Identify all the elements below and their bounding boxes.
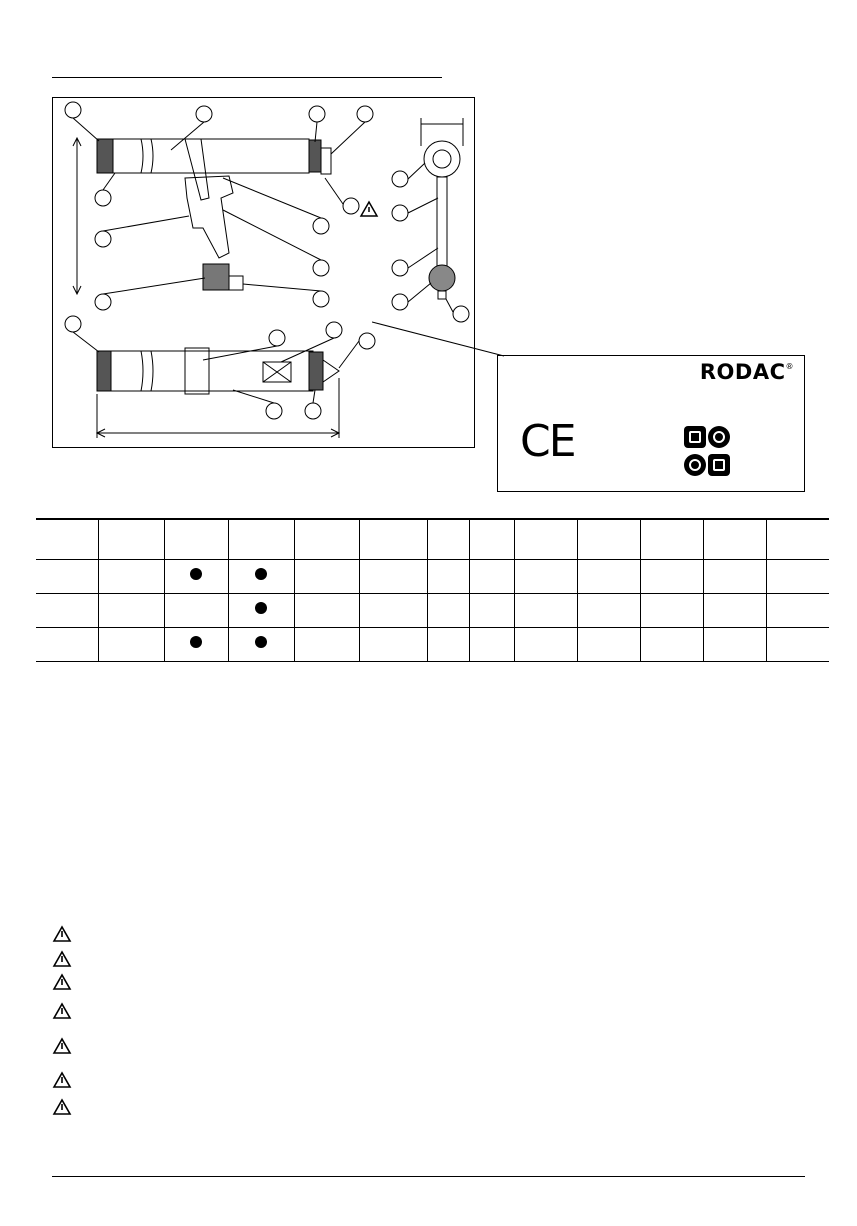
label-leader-line	[372, 320, 512, 360]
footer-rule	[52, 1176, 805, 1177]
caulking-gun-drawing	[53, 98, 476, 449]
spec-table	[36, 518, 829, 662]
warning-triangle-icon	[52, 1002, 72, 1020]
bullet-dot	[190, 568, 202, 580]
eye-protection-icon	[684, 454, 706, 476]
tool-figure	[52, 97, 475, 448]
brand-logo: RODAC®	[699, 360, 794, 384]
header-rule	[52, 77, 442, 78]
table-header-row	[36, 519, 829, 559]
warning-triangle-icon	[52, 973, 72, 991]
bullet-dot	[255, 568, 267, 580]
read-manual-icon	[684, 426, 706, 448]
rating-label-plate	[497, 355, 805, 492]
warning-triangle-icon	[52, 1098, 72, 1116]
warning-triangle-icon	[52, 925, 72, 943]
warning-triangle-icon	[52, 950, 72, 968]
bullet-dot	[255, 602, 267, 614]
table-row	[36, 627, 829, 661]
warning-triangle-icon	[52, 1037, 72, 1055]
ce-mark: CE	[520, 416, 575, 467]
ear-protection-icon	[708, 426, 730, 448]
table-row	[36, 593, 829, 627]
table-row	[36, 559, 829, 593]
bullet-dot	[190, 636, 202, 648]
gloves-icon	[708, 454, 730, 476]
bullet-dot	[255, 636, 267, 648]
warning-triangle-icon	[52, 1071, 72, 1089]
